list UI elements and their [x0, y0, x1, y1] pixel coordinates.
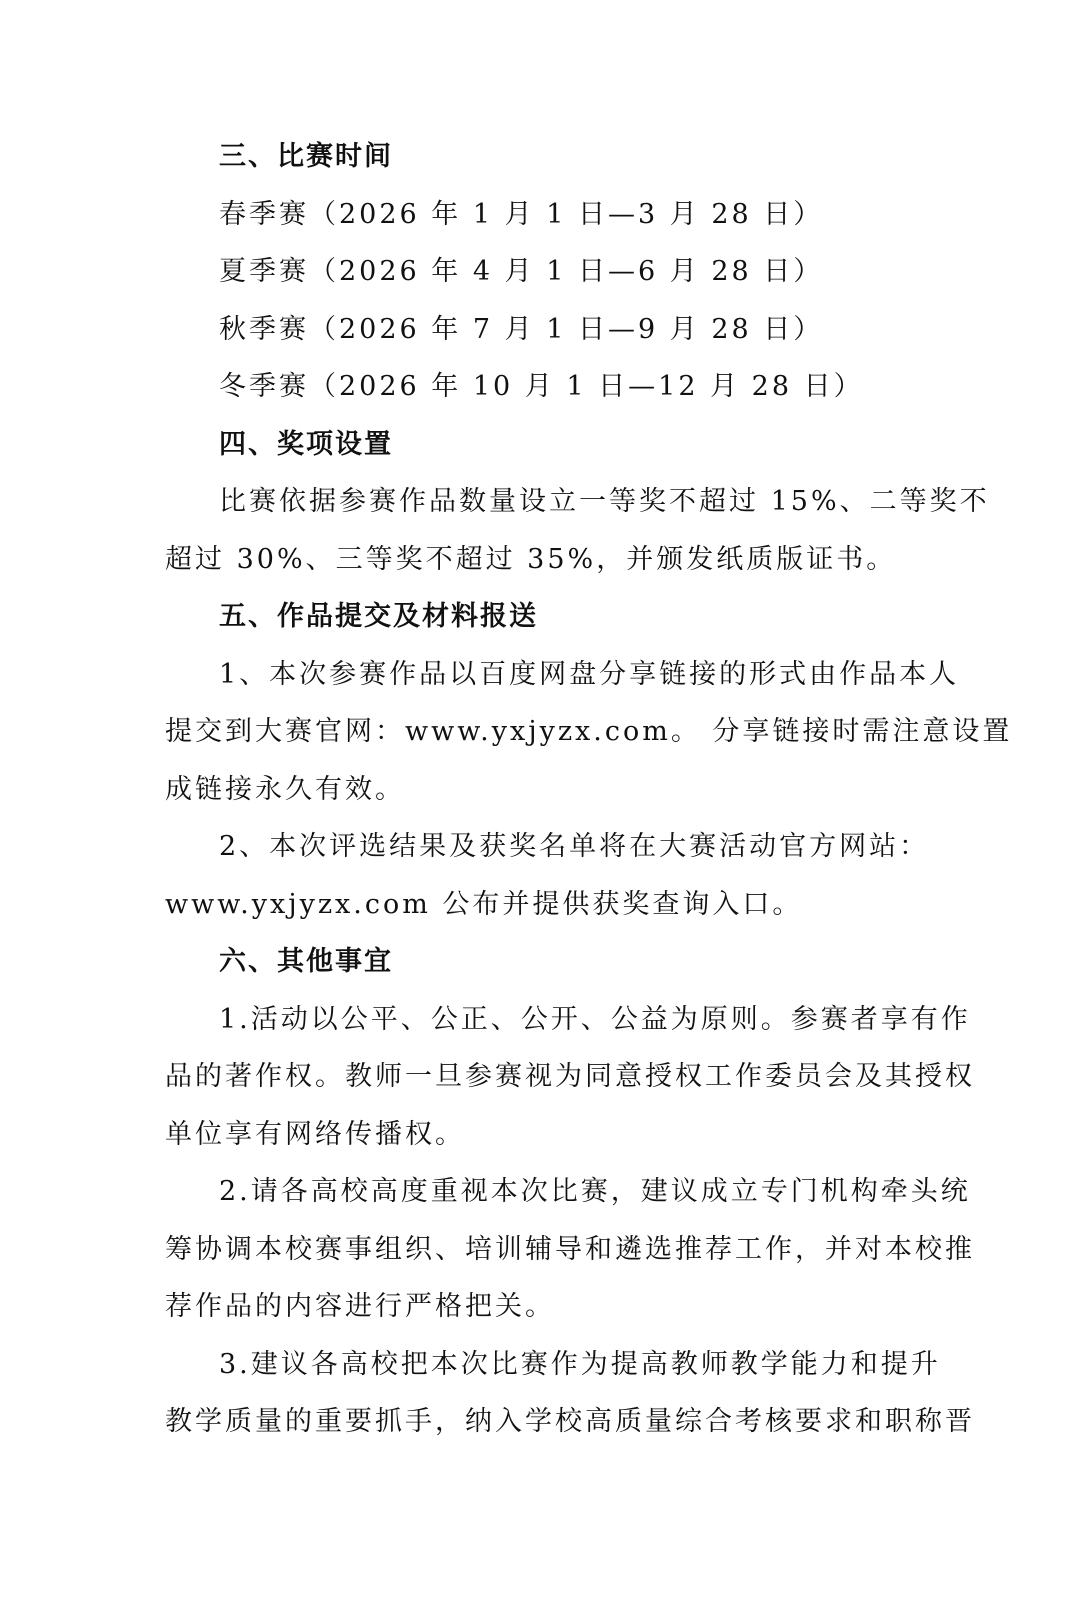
submission-p2-line-2: www.yxjyzx.com 公布并提供获奖查询入口。 — [165, 888, 803, 920]
schedule-item-autumn: 秋季赛（2026 年 7 月 1 日—9 月 28 日） — [219, 313, 824, 345]
other-p1-line-3: 单位享有网络传播权。 — [165, 1118, 465, 1150]
document-body — [165, 128, 1013, 1451]
submission-p2-line-1: 2、本次评选结果及获奖名单将在大赛活动官方网站： — [219, 831, 930, 862]
other-p2-line-3: 荐作品的内容进行严格把关。 — [165, 1291, 555, 1322]
other-p3-line-2: 教学质量的重要抓手，纳入学校高质量综合考核要求和职称晋 — [165, 1406, 975, 1437]
submission-p1-line-1: 1、本次参赛作品以百度网盘分享链接的形式由作品本人 — [219, 658, 960, 690]
schedule-item-winter: 冬季赛（2026 年 10 月 1 日—12 月 28 日） — [219, 371, 864, 402]
other-p2-line-1: 2.请各高校高度重视本次比赛，建议成立专门机构牵头统 — [219, 1176, 971, 1207]
submission-p1-line-2: 提交到大赛官网：www.yxjyzx.com。 分享链接时需注意设置 — [165, 716, 1013, 747]
other-p1-line-2: 品的著作权。教师一旦参赛视为同意授权工作委员会及其授权 — [165, 1061, 975, 1092]
submission-p1-line-3: 成链接永久有效。 — [165, 773, 405, 805]
schedule-item-summer: 夏季赛（2026 年 4 月 1 日—6 月 28 日） — [219, 256, 824, 287]
awards-paragraph-line-1: 比赛依据参赛作品数量设立一等奖不超过 15%、二等奖不 — [219, 486, 990, 517]
other-p2-line-2: 筹协调本校赛事组织、培训辅导和遴选推荐工作，并对本校推 — [165, 1233, 975, 1265]
schedule-item-spring: 春季赛（2026 年 1 月 1 日—3 月 28 日） — [219, 198, 824, 230]
section-heading-awards: 四、奖项设置 — [219, 428, 393, 460]
other-p1-line-1: 1.活动以公平、公正、公开、公益为原则。参赛者享有作 — [219, 1003, 971, 1035]
section-heading-schedule: 三、比赛时间 — [219, 141, 393, 172]
section-heading-submission: 五、作品提交及材料报送 — [219, 601, 538, 632]
section-heading-other: 六、其他事宜 — [219, 946, 393, 977]
other-p3-line-1: 3.建议各高校把本次比赛作为提高教师教学能力和提升 — [219, 1348, 941, 1380]
awards-paragraph-line-2: 超过 30%、三等奖不超过 35%，并颁发纸质版证书。 — [165, 543, 897, 575]
